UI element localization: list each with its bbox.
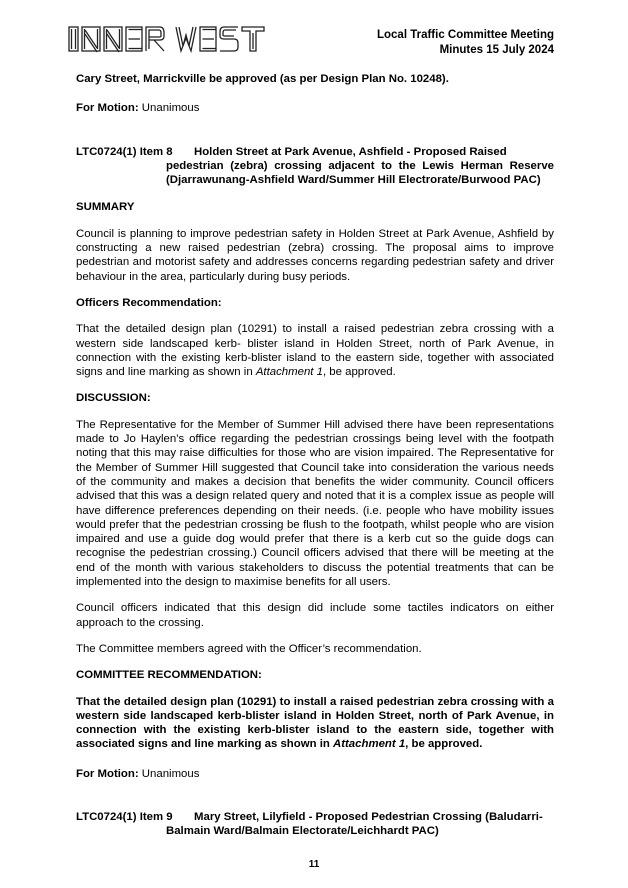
- item-9-title-line1: Mary Street, Lilyfield - Proposed Pedestrian Crossing (Baludarri-: [194, 810, 543, 823]
- inner-west-logo: [68, 24, 274, 54]
- officers-recommendation-text: [76, 322, 554, 379]
- item-8-motion: [76, 767, 554, 781]
- attachment-reference: Attachment 1: [255, 366, 323, 379]
- motion-label: For Motion:: [76, 102, 139, 115]
- item-8-title-rest: pedestrian (zebra) crossing adjacent to the Lewis Herman Reserve (Djarrawunang-Ashfield Ward/Summer Hill Electrorate/Burwood PAC): [166, 159, 554, 187]
- meeting-date: Minutes 15 July 2024: [439, 44, 554, 56]
- discussion-heading: DISCUSSION:: [76, 392, 151, 405]
- committee-recommendation-text: [76, 695, 554, 752]
- discussion-paragraph-3: The Committee members agreed with the Officer’s recommendation.: [76, 642, 422, 655]
- discussion-paragraph-1: The Representative for the Member of Summer Hill advised there have been representations made to Jo Haylen’s office regarding the pedestrian crossings being level with the footpath noting that this may raise difficulties for those who are vision impaired. The Representative for the Member of Summer Hill suggested that Council take into consideration the various needs of the community and makes a decision that benefits the wider community. Council officers advised that this was a design related query and noted that it is a complex issue as people will have difference preferences depending on their needs. (i.e. people who have mobility issues would prefer that the pedestrian crossing be flush to the footpath, whilst people who are vision impaired and use a guide dog would prefer that there is a kerb cut so the guide dogs can recognise the pedestrian crossing.) Council officers advised that there will be meeting at the end of the month with various stakeholders to discuss the potential treatments that can be implemented into the design to maximise benefits for all users.: [76, 418, 554, 589]
- officers-recommendation-heading: Officers Recommendation:: [76, 296, 222, 309]
- summary-heading: SUMMARY: [76, 201, 135, 214]
- committee-text-b: , be approved.: [405, 738, 483, 751]
- page-number: 11: [308, 859, 320, 870]
- item-9-id: LTC0724(1) Item 9: [76, 810, 173, 823]
- previous-motion: [76, 101, 554, 115]
- committee-recommendation-heading: COMMITTEE RECOMMENDATION:: [76, 669, 262, 682]
- summary-text: Council is planning to improve pedestrian safety in Holden Street at Park Avenue, Ashfield by constructing a new raised pedestrian (zebra) crossing. The proposal aims to improve pedestrian and motorist safety and addresses concerns regarding pedestrian safety and driver behaviour in the area, particularly during busy periods.: [76, 227, 554, 283]
- officers-text-a: That the detailed design plan (10291) to install a raised pedestrian zebra crossing with a western side landscaped kerb- blister island in Holden Street, north of Park Avenue, in connection with the existing kerb-blister island to the eastern side, together with associated signs and line marking as shown in: [76, 323, 554, 379]
- committee-attachment-reference: Attachment 1: [333, 738, 406, 751]
- item-9-heading: [76, 810, 554, 839]
- item-8-heading: [76, 145, 554, 188]
- minutes-body: [76, 72, 554, 839]
- committee-text-a: That the detailed design plan (10291) to install a raised pedestrian zebra crossing with a western side landscaped kerb-blister island in Holden Street, north of Park Avenue, in connection with the existing kerb-blister island to the eastern side, together with associated signs and line marking as shown in: [76, 695, 554, 751]
- item-9-title-line2: Balmain Ward/Balmain Electorate/Leichhardt PAC): [166, 825, 439, 838]
- motion-value: Unanimous: [138, 102, 200, 115]
- motion-label: For Motion:: [76, 767, 139, 780]
- meeting-header: [377, 28, 554, 58]
- motion-value: Unanimous: [138, 767, 200, 780]
- previous-item-continuation: Cary Street, Marrickville be approved (as per Design Plan No. 10248).: [76, 73, 449, 85]
- item-8-id: LTC0724(1) Item 8: [76, 145, 173, 158]
- discussion-paragraph-2: Council officers indicated that this design did include some tactiles indicators on either approach to the crossing.: [76, 602, 554, 629]
- item-8-title-line1: Holden Street at Park Avenue, Ashfield - Proposed Raised: [194, 145, 507, 158]
- meeting-title: Local Traffic Committee Meeting: [376, 29, 554, 41]
- officers-text-b: , be approved.: [322, 366, 396, 379]
